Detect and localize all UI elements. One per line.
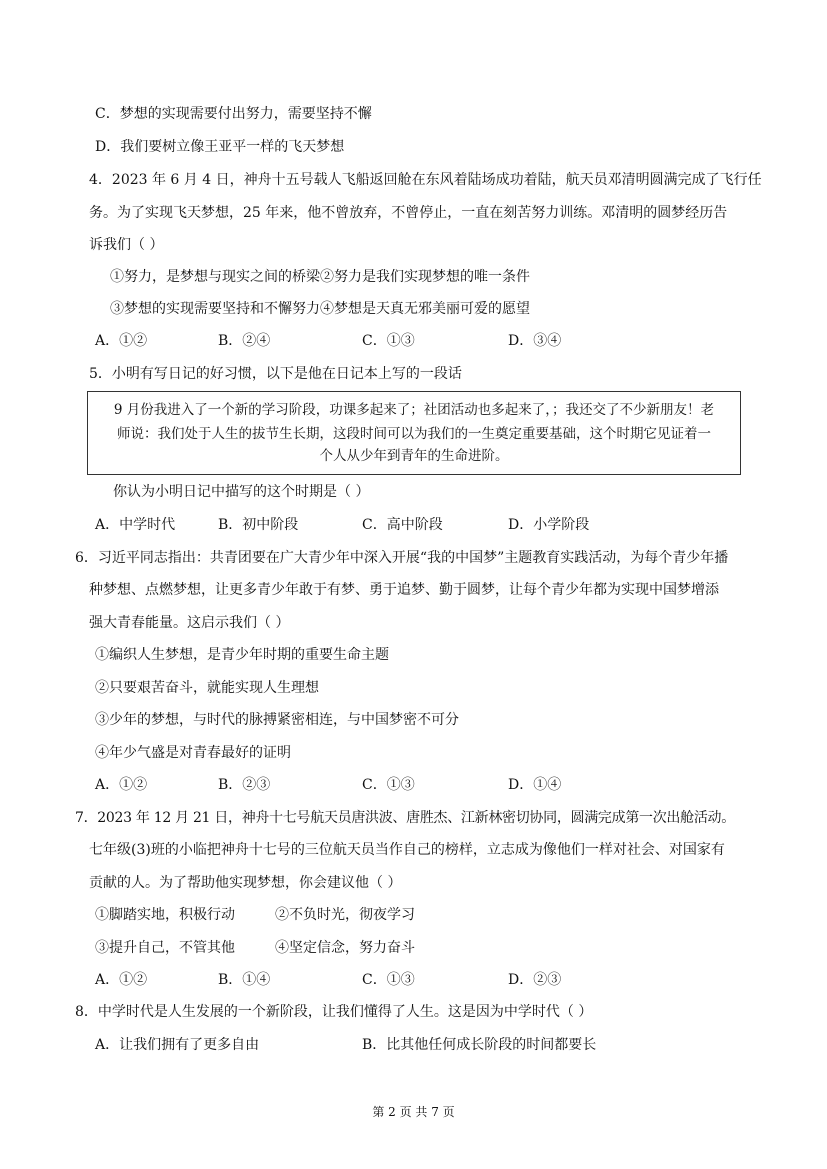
page-footer: 第 2 页 共 7 页 xyxy=(372,1105,455,1119)
question-6-statement: ②只要艰苦奋斗，就能实现人生理想 xyxy=(95,680,319,696)
question-8-option-a: A．让我们拥有了更多自由 xyxy=(95,1037,260,1053)
question-8-option-b: B．比其他任何成长阶段的时间都要长 xyxy=(362,1037,597,1053)
question-7-statement: ①脚踏实地，积极行动 xyxy=(95,907,235,923)
question-7-option-b: B．①④ xyxy=(218,972,271,988)
question-4-line: 4．2023 年 6 月 4 日，神舟十五号载人飞船返回舱在东风着陆场成功着陆，航天员邓清明圆满完成了飞行任 xyxy=(89,172,762,188)
question-7-statement: ②不负时光，彻夜学习 xyxy=(275,907,415,923)
diary-line: 个人从少年到青年的生命进阶。 xyxy=(319,448,509,464)
question-4-option-d: D．③④ xyxy=(508,333,562,349)
diary-excerpt-box xyxy=(87,391,741,475)
diary-line: 9 月份我进入了一个新的学习阶段，功课多起来了；社团活动也多起来了，；我还交了不少新朋友！老 xyxy=(113,402,715,418)
question-6-line: 强大青春能量。这启示我们（ ） xyxy=(89,615,290,631)
question-7-line: 贡献的人。为了帮助他实现梦想，你会建议他（ ） xyxy=(89,875,402,891)
question-5-option-c: C．高中阶段 xyxy=(362,517,443,533)
question-4-option-a: A．①② xyxy=(95,333,148,349)
question-4-line: 诉我们（ ） xyxy=(89,237,164,253)
question-4-line: 务。为了实现飞天梦想，25 年来，他不曾放弃，不曾停止，一直在刻苦努力训练。邓清明的圆梦经历告 xyxy=(89,205,728,221)
question-4-statement: ①努力，是梦想与现实之间的桥梁②努力是我们实现梦想的唯一条件 xyxy=(110,269,530,285)
question-7-option-c: C．①③ xyxy=(362,972,415,988)
option-c-prev: C．梦想的实现需要付出努力，需要坚持不懈 xyxy=(95,106,372,122)
question-5-option-a: A．中学时代 xyxy=(95,517,176,533)
option-d-prev: D．我们要树立像王亚平一样的飞天梦想 xyxy=(95,139,345,155)
question-7-statement: ④坚定信念，努力奋斗 xyxy=(275,940,415,956)
question-5-option-b: B．初中阶段 xyxy=(218,517,299,533)
question-6-statement: ①编织人生梦想，是青少年时期的重要生命主题 xyxy=(95,647,389,663)
question-6-line: 6．习近平同志指出：共青团要在广大青少年中深入开展“我的中国梦”主题教育实践活动，为每个青少年播 xyxy=(75,550,729,566)
question-6-statement: ④年少气盛是对青春最好的证明 xyxy=(95,745,291,761)
diary-line: 师说：我们处于人生的拔节生长期，这段时间可以为我们的一生奠定重要基础，这个时期它见证着一 xyxy=(117,426,711,442)
question-5-option-d: D．小学阶段 xyxy=(508,517,590,533)
question-7-line: 7．2023 年 12 月 21 日，神舟十七号航天员唐洪波、唐胜杰、江新林密切协同，圆满完成第一次出舱活动。 xyxy=(75,810,735,826)
question-6-option-a: A．①② xyxy=(95,777,148,793)
question-4-option-b: B．②④ xyxy=(218,333,271,349)
question-7-option-a: A．①② xyxy=(95,972,148,988)
question-6-option-d: D．①④ xyxy=(508,777,562,793)
question-6-option-b: B．②③ xyxy=(218,777,271,793)
question-4-statement: ③梦想的实现需要坚持和不懈努力④梦想是天真无邪美丽可爱的愿望 xyxy=(110,301,530,317)
question-4-option-c: C．①③ xyxy=(362,333,415,349)
question-8-stem: 8．中学时代是人生发展的一个新阶段，让我们懂得了人生。这是因为中学时代（ ） xyxy=(75,1004,593,1020)
question-6-statement: ③少年的梦想，与时代的脉搏紧密相连，与中国梦密不可分 xyxy=(95,712,459,728)
question-5-stem: 5．小明有写日记的好习惯，以下是他在日记本上写的一段话 xyxy=(89,366,462,382)
question-7-line: 七年级(3)班的小临把神舟十七号的三位航天员当作自己的榜样，立志成为像他们一样对社会、对国家有 xyxy=(89,842,725,858)
question-7-statement: ③提升自己，不管其他 xyxy=(95,940,235,956)
question-6-line: 种梦想、点燃梦想，让更多青少年敢于有梦、勇于追梦、勤于圆梦，让每个青少年都为实现中国梦增添 xyxy=(89,582,719,598)
question-6-option-c: C．①③ xyxy=(362,777,415,793)
question-5-question: 你认为小明日记中描写的这个时期是（ ） xyxy=(113,484,370,500)
question-7-option-d: D．②③ xyxy=(508,972,562,988)
